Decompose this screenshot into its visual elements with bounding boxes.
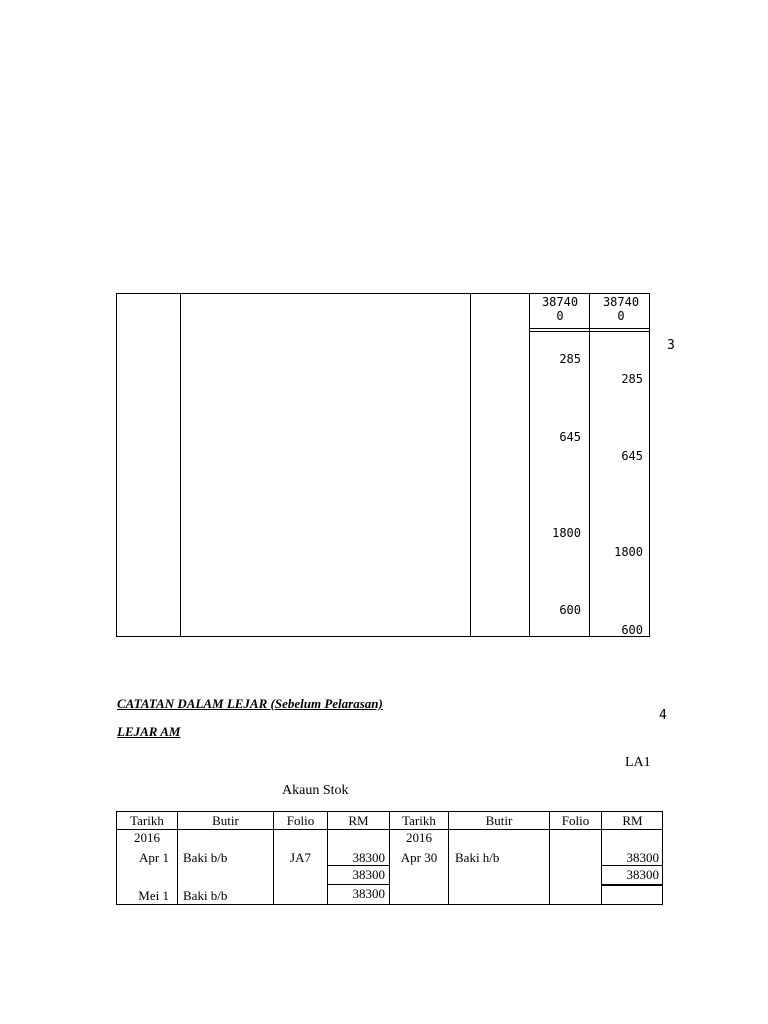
total-rule xyxy=(529,331,650,332)
page-number: 3 xyxy=(667,338,675,353)
entry-item: Baki b/b xyxy=(183,888,228,903)
entry-item: Baki b/b xyxy=(183,850,228,865)
journal-debit-amount: 285 xyxy=(559,352,581,366)
total-rule xyxy=(602,884,663,886)
journal-credit-amount: 1800 xyxy=(614,545,643,559)
journal-credit-amount: 285 xyxy=(621,372,643,386)
total-rule xyxy=(529,328,650,329)
entry-amount: 38300 xyxy=(352,886,385,901)
ledger-section-heading: CATATAN DALAM LEJAR (Sebelum Pelarasan) xyxy=(117,696,383,711)
column-divider xyxy=(470,294,471,636)
total-amount: 38300 xyxy=(352,867,385,882)
account-title: Akaun Stok xyxy=(282,783,349,798)
ledger-reference: LA1 xyxy=(625,755,651,770)
column-divider xyxy=(180,294,181,636)
header-folio: Folio xyxy=(561,813,590,828)
page-number: 4 xyxy=(659,708,667,723)
header-date: Tarikh xyxy=(130,813,164,828)
journal-debit-amount: 645 xyxy=(559,430,581,444)
total-rule xyxy=(328,884,389,885)
header-amount: RM xyxy=(348,813,369,828)
year: 2016 xyxy=(406,830,432,845)
entry-folio: JA7 xyxy=(290,850,311,865)
journal-debit-amount: 600 xyxy=(559,603,581,617)
header-folio: Folio xyxy=(286,813,315,828)
entry-date: Apr 30 xyxy=(400,850,438,865)
header-item: Butir xyxy=(212,813,239,828)
carried-total-credit: 38740 0 xyxy=(602,295,640,323)
total-amount: 38300 xyxy=(626,867,659,882)
carried-total-debit: 38740 0 xyxy=(541,295,579,323)
entry-item: Baki h/b xyxy=(455,850,500,865)
header-date: Tarikh xyxy=(402,813,436,828)
header-amount: RM xyxy=(622,813,643,828)
entry-date: Apr 1 xyxy=(139,850,169,865)
entry-amount: 38300 xyxy=(352,850,385,865)
year: 2016 xyxy=(134,830,160,845)
journal-credit-amount: 645 xyxy=(621,449,643,463)
column-divider xyxy=(529,294,530,636)
journal-debit-amount: 1800 xyxy=(552,526,581,540)
header-item: Butir xyxy=(485,813,513,828)
entry-amount: 38300 xyxy=(626,850,659,865)
ledger-type-heading: LEJAR AM xyxy=(117,724,181,739)
journal-credit-amount: 600 xyxy=(621,623,643,637)
column-divider xyxy=(589,294,590,636)
journal-table xyxy=(116,293,650,637)
entry-date: Mei 1 xyxy=(138,888,169,903)
ledger-account-table xyxy=(116,811,663,905)
